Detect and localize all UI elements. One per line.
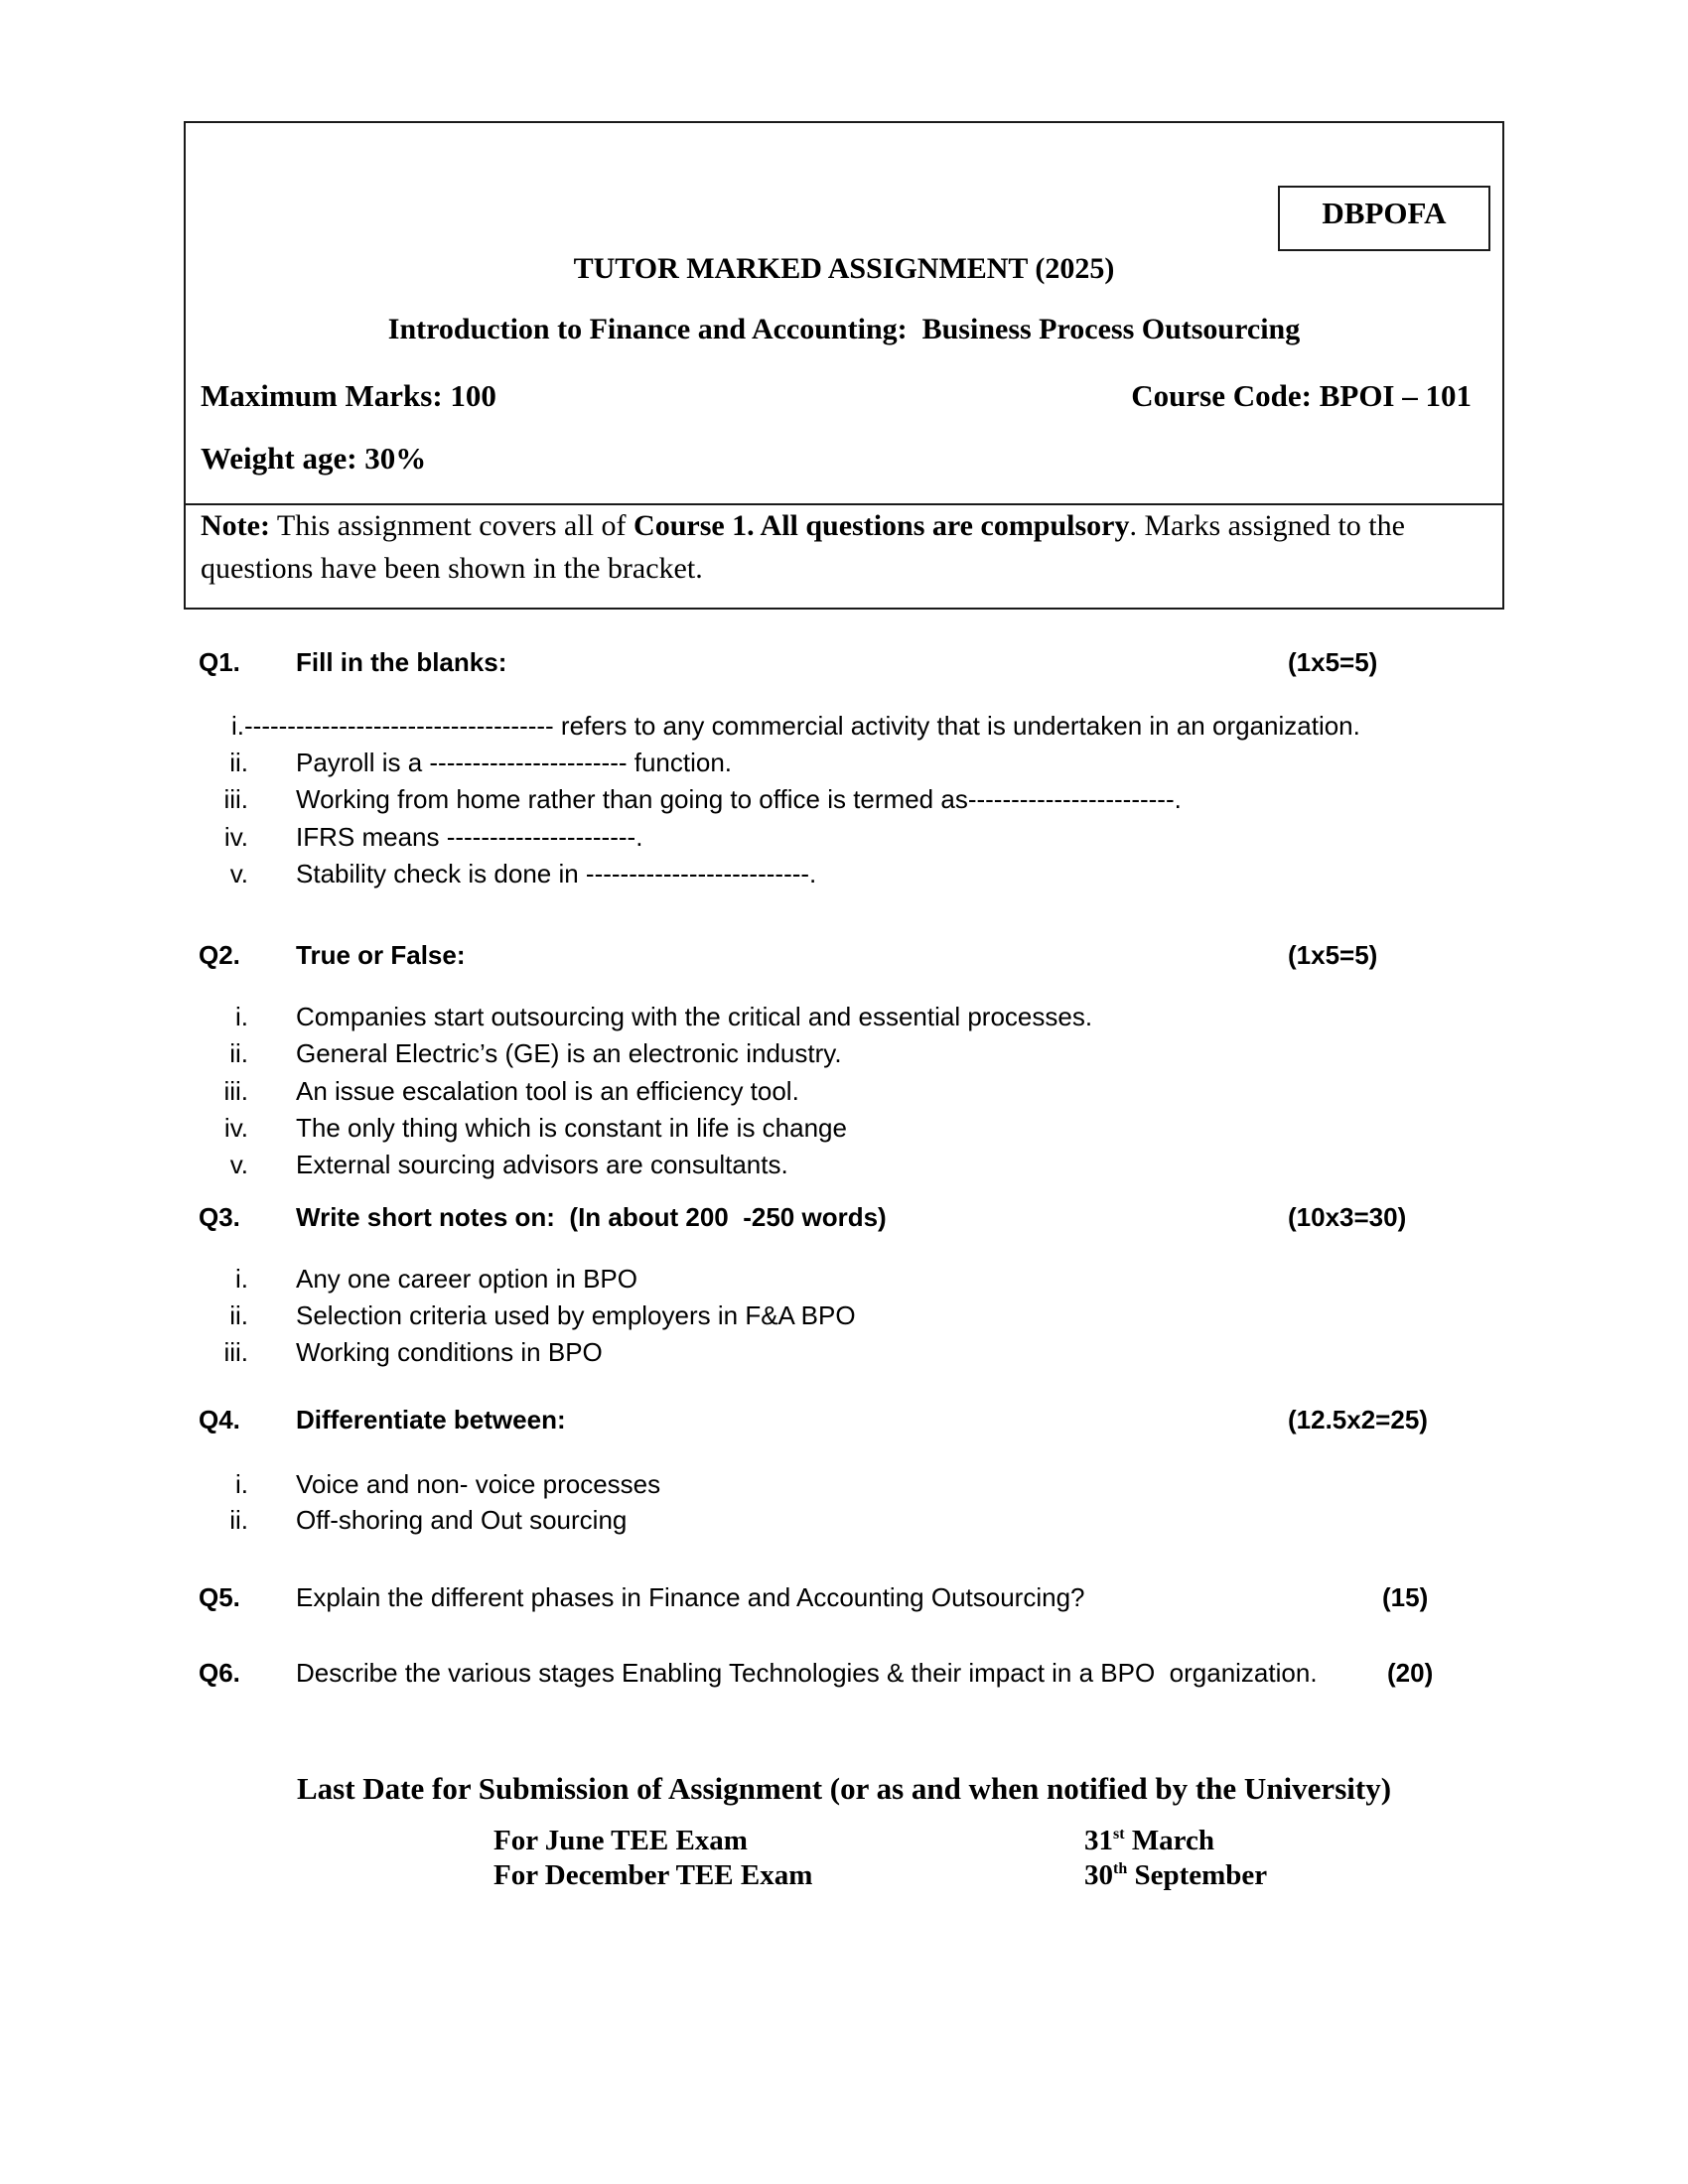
item-numeral: i. <box>235 1469 248 1499</box>
item-numeral: v. <box>229 1150 248 1179</box>
item-numeral: i. <box>235 1002 248 1031</box>
question-text: Explain the different phases in Finance and Accounting Outsourcing? <box>296 1582 1085 1612</box>
note <box>201 504 1491 590</box>
item-numeral: i. <box>235 1264 248 1294</box>
item-numeral: iii. <box>223 1076 248 1106</box>
item-text: Working conditions in BPO <box>296 1337 603 1367</box>
note-text-1: This assignment covers all of <box>269 509 634 542</box>
item-text: An issue escalation tool is an efficiency tool. <box>296 1076 799 1106</box>
exam-session: For December TEE Exam <box>493 1859 813 1891</box>
item-text: External sourcing advisors are consultants. <box>296 1150 788 1179</box>
question-number: Q3. <box>199 1202 240 1232</box>
question-number: Q2. <box>199 940 240 970</box>
item-text: Off-shoring and Out sourcing <box>296 1505 628 1535</box>
course-code: Course Code: BPOI – 101 <box>1131 378 1472 413</box>
item-numeral: ii. <box>229 1505 248 1535</box>
deadline-day-suffix: st <box>1113 1826 1125 1843</box>
question-heading: Differentiate between: <box>296 1405 566 1434</box>
deadline-month: September <box>1127 1859 1268 1891</box>
note-text-2: . Marks assigned to the questions have been shown in the bracket. <box>201 509 1405 585</box>
deadline-month: March <box>1124 1825 1215 1856</box>
deadline-day-suffix: th <box>1113 1860 1128 1877</box>
note-emphasis: Course 1. All questions are compulsory <box>633 509 1130 542</box>
item-text: General Electric’s (GE) is an electronic industry. <box>296 1038 842 1068</box>
question-marks: (15) <box>1382 1582 1429 1612</box>
item-numeral: ii. <box>229 748 248 777</box>
item-text: Selection criteria used by employers in F&A BPO <box>296 1300 856 1330</box>
item-text: Working from home rather than going to office is termed as------------------------. <box>296 784 1182 814</box>
item-text: ------------------------------------ refers to any commercial activity that is undertaken in an organization. <box>244 711 1360 741</box>
question-text: Describe the various stages Enabling Technologies & their impact in a BPO organization. <box>296 1658 1318 1688</box>
exam-deadline <box>1084 1861 1267 1890</box>
exam-deadline <box>1084 1827 1214 1855</box>
submission-deadline-heading: Last Date for Submission of Assignment (or as and when notified by the University) <box>296 1771 1392 1806</box>
question-marks: (1x5=5) <box>1288 647 1378 677</box>
item-numeral: v. <box>229 859 248 888</box>
exam-session: For June TEE Exam <box>493 1825 748 1856</box>
item-numeral: iv. <box>223 1113 248 1143</box>
maximum-marks: Maximum Marks: 100 <box>201 378 496 413</box>
item-numeral: iii. <box>223 1337 248 1367</box>
item-numeral: iii. <box>223 784 248 814</box>
deadline-day: 31 <box>1084 1825 1113 1856</box>
item-text: Companies start outsourcing with the critical and essential processes. <box>296 1002 1093 1031</box>
programme-code-box <box>1278 186 1490 251</box>
course-title: Introduction to Finance and Accounting: Business Process Outsourcing <box>387 313 1301 345</box>
question-number: Q4. <box>199 1405 240 1434</box>
item-numeral: ii. <box>229 1300 248 1330</box>
note-label: Note: <box>201 509 270 542</box>
question-marks: (12.5x2=25) <box>1288 1405 1428 1434</box>
list-item <box>231 713 1360 739</box>
question-number: Q1. <box>199 647 240 677</box>
item-numeral: iv. <box>223 822 248 852</box>
weightage: Weight age: 30% <box>201 441 427 476</box>
assignment-title: TUTOR MARKED ASSIGNMENT (2025) <box>573 252 1115 285</box>
deadline-day: 30 <box>1084 1859 1113 1891</box>
item-numeral: i. <box>231 711 244 741</box>
item-numeral: ii. <box>229 1038 248 1068</box>
question-heading: True or False: <box>296 940 466 970</box>
question-number: Q5. <box>199 1582 240 1612</box>
question-heading: Write short notes on: (In about 200 -250 words) <box>296 1202 887 1232</box>
item-text: Stability check is done in --------------------------. <box>296 859 817 888</box>
item-text: IFRS means ----------------------. <box>296 822 643 852</box>
item-text: Voice and non- voice processes <box>296 1469 661 1499</box>
item-text: The only thing which is constant in life is change <box>296 1113 847 1143</box>
question-marks: (1x5=5) <box>1288 940 1378 970</box>
item-text: Any one career option in BPO <box>296 1264 637 1294</box>
question-heading: Fill in the blanks: <box>296 647 507 677</box>
question-marks: (20) <box>1387 1658 1434 1688</box>
question-marks: (10x3=30) <box>1288 1202 1407 1232</box>
item-text: Payroll is a ----------------------- function. <box>296 748 733 777</box>
programme-code: DBPOFA <box>1322 196 1447 230</box>
question-number: Q6. <box>199 1658 240 1688</box>
